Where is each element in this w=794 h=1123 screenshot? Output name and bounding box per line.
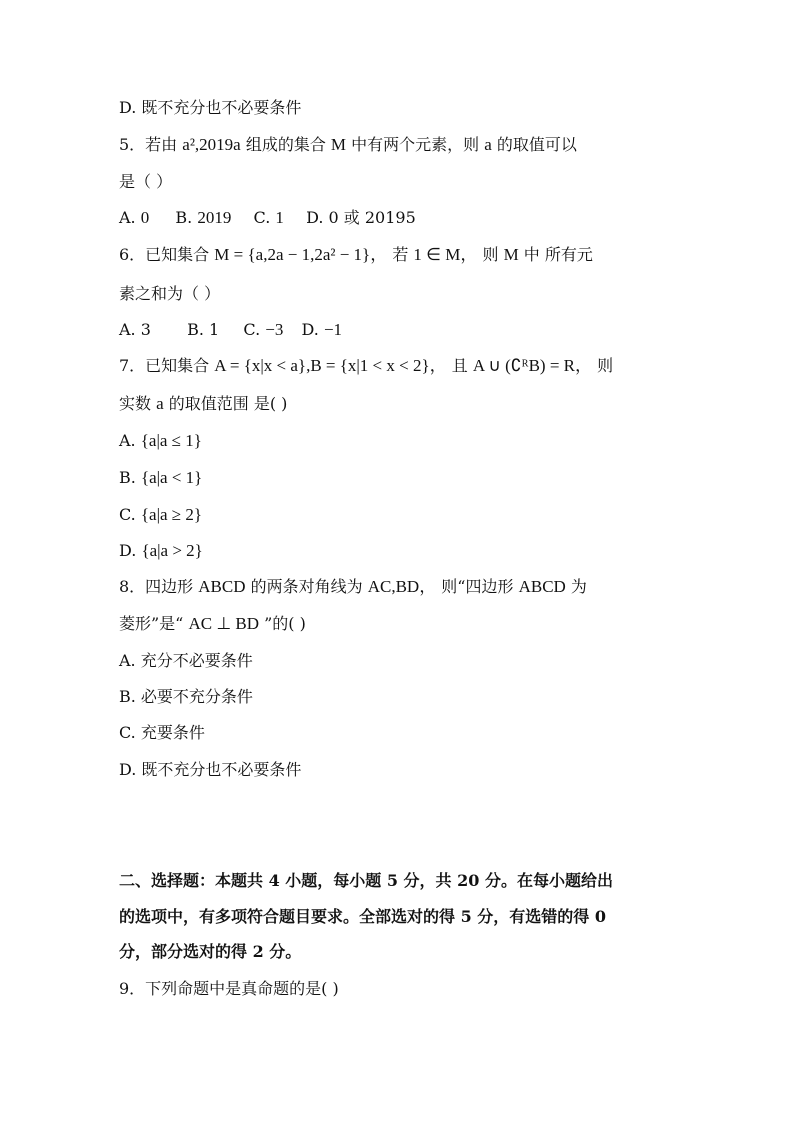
q8-suffix: 为 [570, 577, 587, 596]
q7-math2: A ∪ (∁ᴿB) = R， [472, 356, 592, 375]
q7-option-d [119, 540, 203, 562]
q6-math1: M = {a,2a − 1,2a² − 1}， [214, 245, 388, 264]
q8-stem-line1 [119, 576, 587, 598]
q5-mid: 组成的集合 [245, 135, 326, 154]
q8-line2-prefix: 菱形”是“ [119, 614, 184, 633]
q6-stem-line2: 素之和为（ ） [119, 284, 221, 303]
q8-option-d: D. 既不充分也不必要条件 [119, 760, 302, 779]
q6-option-d-value: −1 [323, 320, 343, 339]
q5-option-b-label: B. [175, 208, 193, 227]
q5-math3: a [484, 135, 492, 154]
section2-heading-line3: 分，部分选对的得 2 分。 [119, 942, 302, 961]
q7-suffix: 则 [597, 356, 614, 375]
q5-prefix: 5．若由 [119, 135, 178, 154]
q7-option-d-math: {a|a > 2} [141, 541, 203, 560]
q7-mid: 且 [451, 356, 468, 375]
q8-mid2: 则“四边形 [441, 577, 514, 596]
q5-option-a-label: A. [119, 208, 136, 227]
q6-option-a: A. 3 [119, 320, 151, 339]
q7-option-a [119, 430, 202, 452]
q7-option-b-math: {a|a < 1} [140, 468, 203, 487]
q6-options [119, 319, 342, 341]
q7-option-c [119, 504, 202, 526]
q7-line2-suffix: 的取值范围 是( ) [168, 394, 288, 413]
q8-line2-math: AC ⊥ BD [188, 614, 260, 633]
q7-option-b [119, 467, 202, 489]
q5-option-c-label: C. [253, 208, 271, 227]
q7-option-d-label: D. [119, 541, 137, 560]
q7-option-c-label: C. [119, 505, 136, 524]
q8-mid: 的两条对角线为 [250, 577, 363, 596]
q5-option-b-value: 2019 [197, 208, 232, 227]
section2-heading-line2: 的选项中，有多项符合题目要求。全部选对的得 5 分，有选错的得 0 [119, 907, 606, 926]
q8-option-a: A. 充分不必要条件 [119, 651, 253, 670]
q7-line2-prefix: 实数 [119, 394, 152, 413]
q8-math3: ABCD [518, 577, 566, 596]
q7-math1: A = {x|x < a},B = {x|1 < x < 2}， [214, 356, 447, 375]
q6-mid2: 则 [482, 245, 499, 264]
q5-stem-line2: 是（ ） [119, 172, 173, 191]
q6-option-b: B. 1 [187, 320, 220, 339]
q8-math1: ABCD [198, 577, 246, 596]
q6-stem-line1 [119, 244, 593, 266]
q7-option-c-math: {a|a ≥ 2} [140, 505, 203, 524]
q6-math3: M [503, 245, 519, 264]
q7-option-a-label: A. [119, 431, 136, 450]
section2-heading-line1: 二、选择题：本题共 4 小题，每小题 5 分，共 20 分。在每小题给出 [119, 871, 613, 890]
q8-option-c: C. 充要条件 [119, 723, 205, 742]
q5-option-a-value: 0 [140, 208, 150, 227]
q4-option-d: D. 既不充分也不必要条件 [119, 98, 302, 117]
q5-option-c-value: 1 [275, 208, 284, 227]
q5-suffix: 的取值可以 [496, 135, 577, 154]
q6-math2: 1 ∈ M， [413, 245, 478, 264]
q5-mid2: 中有两个元素，则 [351, 135, 480, 154]
q6-prefix: 6．已知集合 [119, 245, 210, 264]
q7-stem-line2 [119, 393, 287, 415]
q6-option-d-label: D. [301, 320, 319, 339]
q8-math2: AC,BD， [367, 577, 437, 596]
q6-mid: 若 [392, 245, 409, 264]
q5-stem-line1 [119, 134, 577, 156]
q6-suffix: 中 所有元 [523, 245, 593, 264]
q8-prefix: 8．四边形 [119, 577, 194, 596]
q6-option-c-value: −3 [265, 320, 284, 339]
q7-line2-math: a [156, 394, 164, 413]
q7-option-a-math: {a|a ≤ 1} [140, 431, 202, 450]
q7-prefix: 7．已知集合 [119, 356, 210, 375]
q5-math2: M [330, 135, 347, 154]
q5-math1: a²,2019a [182, 135, 241, 154]
q8-stem-line2 [119, 613, 306, 635]
q6-option-c-label: C. [243, 320, 261, 339]
q7-option-b-label: B. [119, 468, 136, 487]
q5-option-d: D. 0 或 20195 [306, 208, 416, 227]
q9-stem: 9．下列命题中是真命题的是( ) [119, 979, 339, 998]
q5-options [119, 207, 416, 229]
q8-option-b: B. 必要不充分条件 [119, 687, 253, 706]
q8-line2-suffix: ”的( ) [264, 614, 306, 633]
q7-stem-line1 [119, 355, 613, 377]
